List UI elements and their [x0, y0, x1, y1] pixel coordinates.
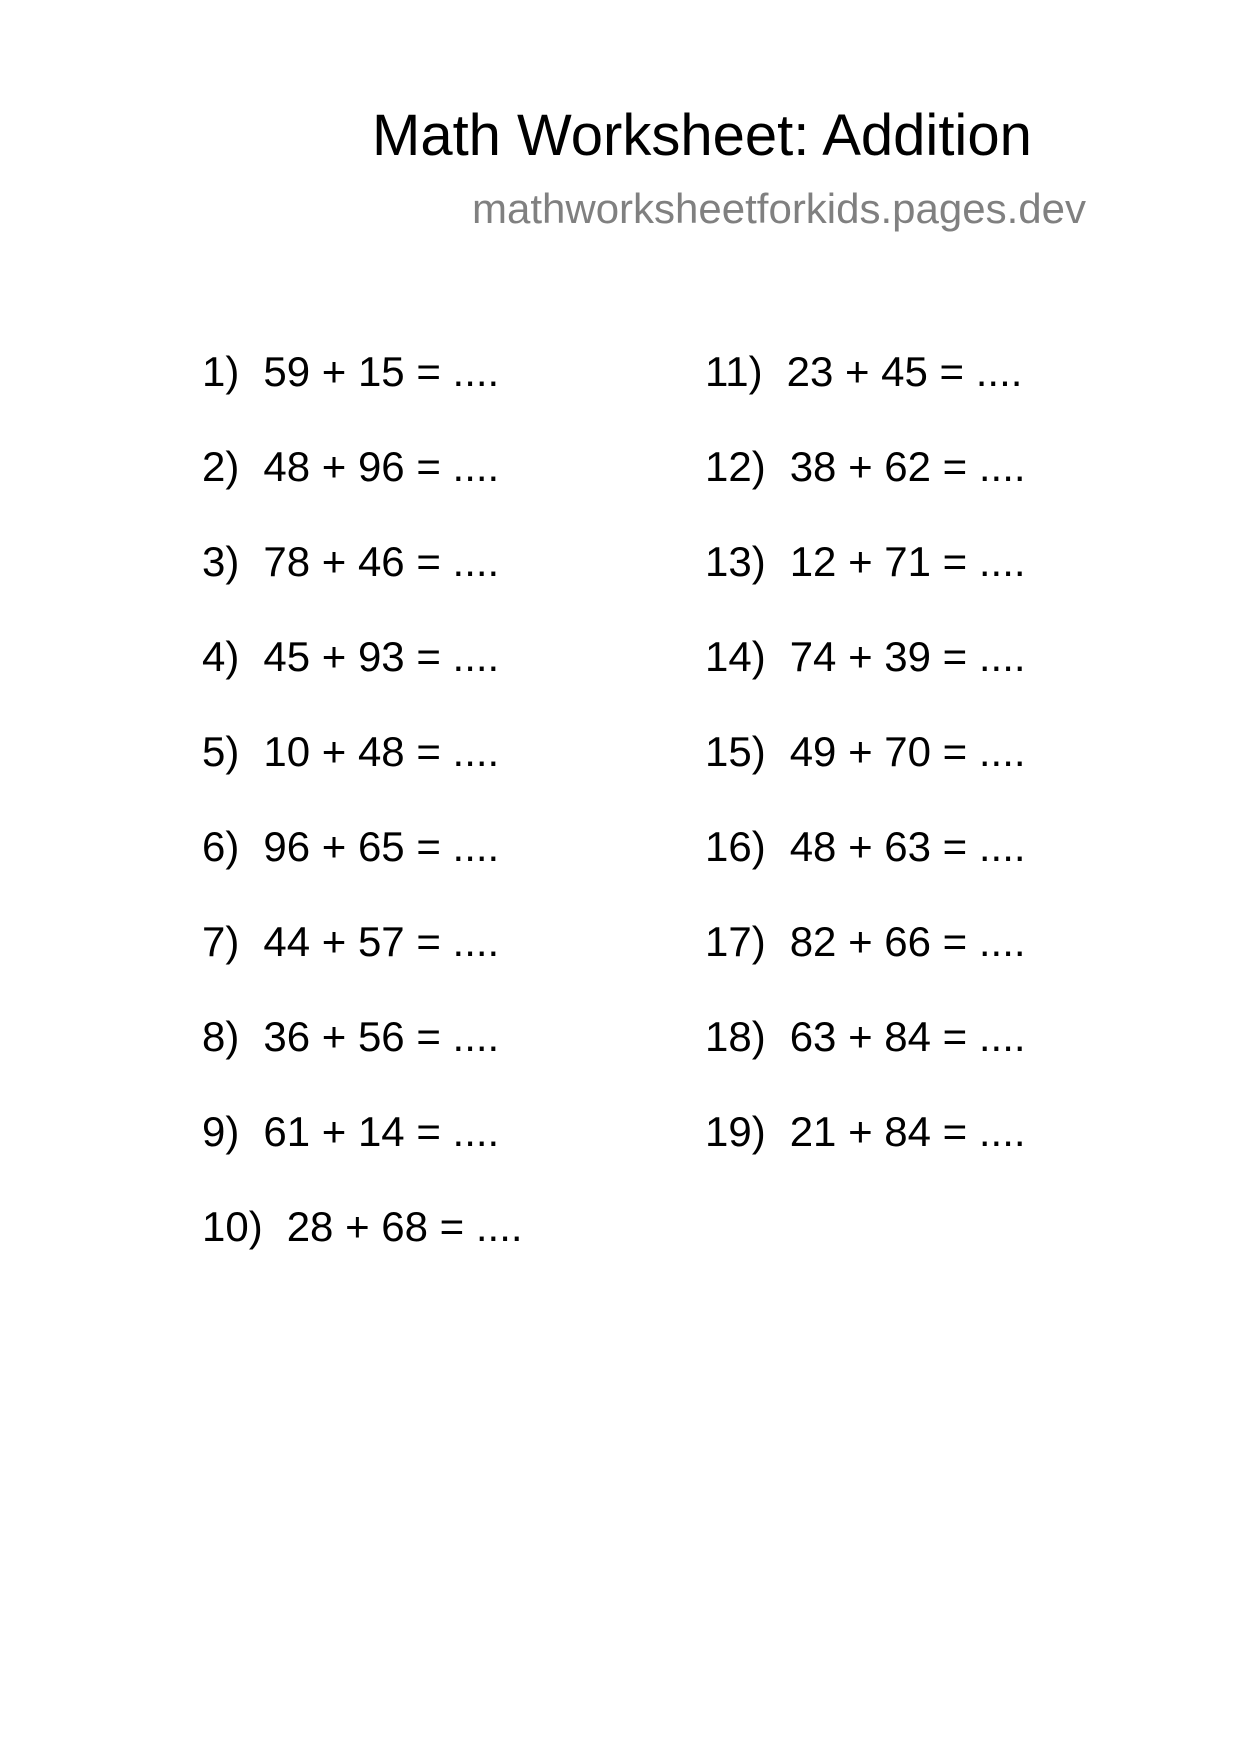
- problem-expression: 12 + 71 = ....: [789, 538, 1026, 585]
- problem-column-left: [202, 347, 523, 1297]
- problem-expression: 48 + 96 = ....: [263, 443, 500, 490]
- site-url: mathworksheetforkids.pages.dev: [472, 185, 1086, 232]
- problem-expression: 23 + 45 = ....: [786, 348, 1023, 395]
- problem-19: [705, 1107, 1026, 1202]
- problem-3: [202, 537, 523, 632]
- problem-expression: 82 + 66 = ....: [789, 918, 1026, 965]
- problem-11: [705, 347, 1026, 442]
- problem-7: [202, 917, 523, 1012]
- problem-2: [202, 442, 523, 537]
- problem-17: [705, 917, 1026, 1012]
- problem-column-right: [705, 347, 1026, 1202]
- problem-expression: 49 + 70 = ....: [789, 728, 1026, 775]
- problem-number: 8): [202, 1013, 240, 1060]
- problem-expression: 61 + 14 = ....: [263, 1108, 500, 1155]
- problem-18: [705, 1012, 1026, 1107]
- problem-expression: 78 + 46 = ....: [263, 538, 500, 585]
- problem-expression: 48 + 63 = ....: [789, 823, 1026, 870]
- problem-expression: 45 + 93 = ....: [263, 633, 500, 680]
- problem-number: 13): [705, 538, 766, 585]
- problem-5: [202, 727, 523, 822]
- problem-6: [202, 822, 523, 917]
- problem-expression: 96 + 65 = ....: [263, 823, 500, 870]
- problem-10: [202, 1202, 523, 1297]
- problem-expression: 63 + 84 = ....: [789, 1013, 1026, 1060]
- problem-12: [705, 442, 1026, 537]
- problem-number: 15): [705, 728, 766, 775]
- problem-number: 7): [202, 918, 240, 965]
- problem-number: 17): [705, 918, 766, 965]
- problem-expression: 10 + 48 = ....: [263, 728, 500, 775]
- page-title: Math Worksheet: Addition: [372, 103, 1032, 168]
- problem-number: 2): [202, 443, 240, 490]
- problem-number: 12): [705, 443, 766, 490]
- problem-expression: 74 + 39 = ....: [789, 633, 1026, 680]
- problem-number: 6): [202, 823, 240, 870]
- problem-15: [705, 727, 1026, 822]
- problem-number: 14): [705, 633, 766, 680]
- problem-expression: 21 + 84 = ....: [789, 1108, 1026, 1155]
- problem-number: 11): [705, 348, 763, 395]
- problem-number: 16): [705, 823, 766, 870]
- problem-number: 1): [202, 348, 240, 395]
- problem-9: [202, 1107, 523, 1202]
- problem-expression: 44 + 57 = ....: [263, 918, 500, 965]
- problem-number: 4): [202, 633, 240, 680]
- problem-8: [202, 1012, 523, 1107]
- problem-number: 19): [705, 1108, 766, 1155]
- problem-16: [705, 822, 1026, 917]
- problem-number: 5): [202, 728, 240, 775]
- problem-expression: 28 + 68 = ....: [286, 1203, 523, 1250]
- problem-number: 9): [202, 1108, 240, 1155]
- problem-4: [202, 632, 523, 727]
- problem-number: 10): [202, 1203, 263, 1250]
- problem-expression: 59 + 15 = ....: [263, 348, 500, 395]
- problem-14: [705, 632, 1026, 727]
- problem-1: [202, 347, 523, 442]
- problem-expression: 36 + 56 = ....: [263, 1013, 500, 1060]
- problem-expression: 38 + 62 = ....: [789, 443, 1026, 490]
- problem-13: [705, 537, 1026, 632]
- problem-number: 18): [705, 1013, 766, 1060]
- problem-number: 3): [202, 538, 240, 585]
